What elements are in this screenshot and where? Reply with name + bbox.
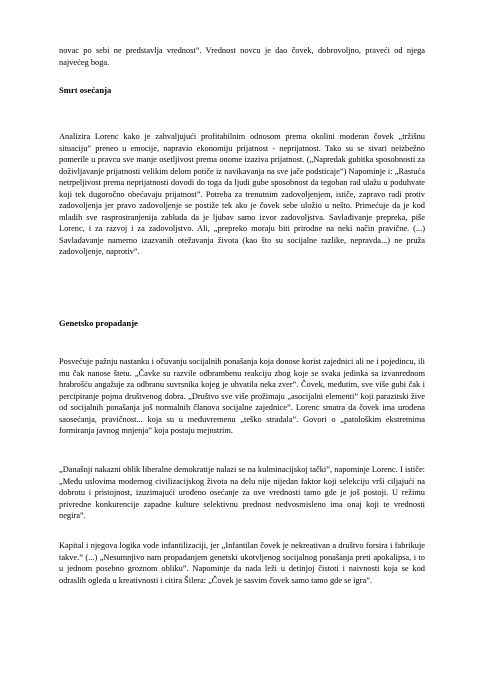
section-paragraph: Analizira Lorenc kako je zahvaljujući profitabilnim odnosom prema okolini moderan čovek „tržišnu situaciju” preneo u emocije, napravio ekonomiju prijatnost - neprijatnost. Tako su se stvari neizbežno pomerile u pravcu sve manje osetljivost prema onome izaziva prijatnost. („Napredak gubitka sposobnosti za doživljavanje prijatnosti velikim delom potiče iz navikavanja na sve jače podsticaje”) Napominje i: „Rastuća netrpeljivost prema neprijatnosti dovodi do toga da ljudi gube sposobnost da tegoban rad ulažu u poduhvate koji tek dugoročno obećavaju prijatnost”. Potreba za trenutnim zadovoljenjem, ističe, zapravo radi protiv zadovoljenja jer pravo zadovoljenje se postiže tek ako je čovek sebe uložio u nešto. Primećuje da je kod mladih sve rasprostranjenija zabluda da je ljubav samo izvor zadovoljstva. Savlađivanje prepreka, piše Lorenc, i za razvoj i za zadovoljstvo. Ali, „prepreko moraju biti prirodne na neki način pravične. (...) Savladavanje namerno izazvanih otežavanja života (kao što su socijalne razlike, nepravda...) ne pruža zadovoljenje, naprotiv”. [59,132,425,256]
section-heading-smrt-osecanja: Smrt osećanja [59,85,112,95]
section-paragraph: Kapital i njegova logika vode infantilizaciji, jer „Infantilan čovek je nekreativan a društvo forsira i fabrikuje takve.” (...) „Nesumnjivo nam propadanjem genetski ukotvljenog socijalnog ponašanja preti apokalipsa, i to u jednom posebno groznom obliku”. Napominje da nada leži u detinjoj čistoti i naivnosti koja se kod odraslih ogleda u kreativnosti i citira Šilera: „Čovek je sasvim čovek samo tamo gde se igra”. [59,541,425,585]
section-paragraph: „Današnji nakazni oblik liberalne demokratije nalazi se na kulminacijskoj tački”, napominje Lorenc. I ističe: „Među uslovima modernog civilizacijskog života na delu nije nijedan faktor koji selekciju vrši ciljajući na dobrotu i pristojnost, izuzimajući urođeno osećanje za ove vrednosti tamo gde je još postoji. U režimu privredne konkurencije zapadne kulture selektivnu prednost nedvosmisleno ima onaj koji te vrednosti negira”. [59,465,425,520]
section-paragraph: Posvećuje pažnju nastanku i očuvanju socijalnih ponašanja koja donose korist zajednici ali ne i pojedincu, ili mu čak nanose štetu. „Čavke su razvile odbrambenu reakciju zbog koje se svaka jedinka sa izvanrednom hrabrošću angažuje za odbranu suvrsnika kojeg je uhvatila neka zver”. Čovek, međutim, sve više gubi čak i percipiranje pojma društvenog dobra. „Društvo sve više prožimaju „asocijalni elementi” koji parazitski žive od socijalnih ponašanja još normalnih članova socijalne zajednice”. Lorenc smatra da čovek ima urođena saosećanja, pravičnost... koja su u međuvremenu „teško stradala”. Govori o „patološkim ekstremima formiranja javnog mnjenja” koja postaju mejnstrim. [59,357,425,435]
intro-paragraph: novac po sebi ne predstavlja vrednost”. Vrednost novcu je dao čovek, dobrovoljno, praveći od njega najvećeg boga. [59,46,425,67]
section-heading-genetsko-propadanje: Genetsko propadanje [59,318,138,328]
